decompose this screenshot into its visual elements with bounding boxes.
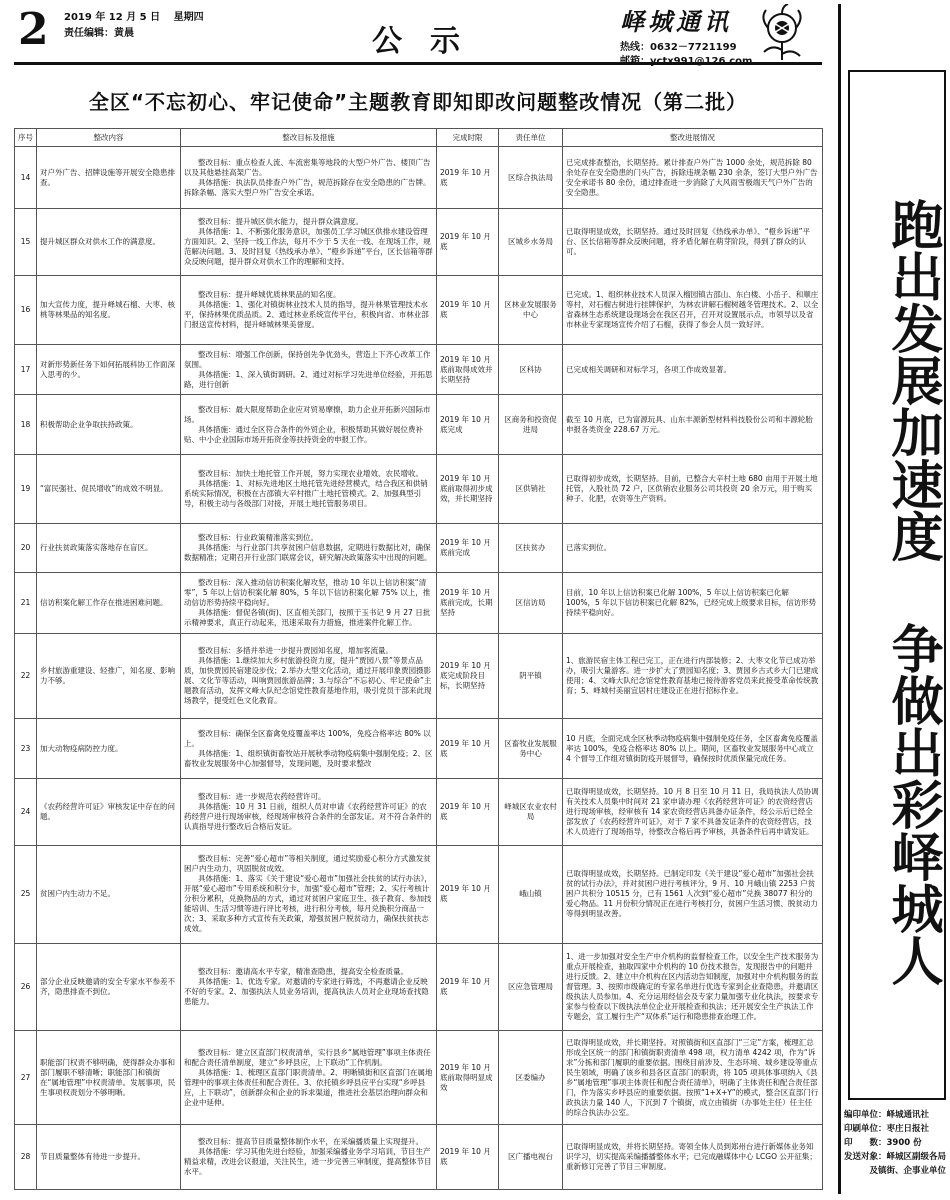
table-row [15,209,823,276]
rectification-measures [181,1125,437,1190]
col-header-progress: 整改进展情况 [563,129,823,147]
rectification-measures [181,395,437,455]
completion-deadline: 2019 年 10 月底 [437,276,499,345]
progress-status: 已完成。1、组织林业技术人员深入榴园镇古邵山、东白楼、小岳子、和顺庄等村，对石榴古树进行挂牌保护，为林农讲解石榴树越冬管理技术。2、以全省森林生态系统建设现场会在我区召开，召开对设置展示点，市领导以及省市林业专家现场宣传介绍了石榴，获得了参会人员一致好评。 [563,276,823,345]
rectification-issue: 积极帮助企业争取扶持政策。 [37,395,181,455]
progress-status: 1、进一步加强对安全生产中介机构的监督检查工作，以安全生产技术服务为重点开展检查，抽取四家中介机构的 10 份技术报告，发现报告中的问题并进行反馈。2、建立中介机构在区内活动告知制度，加强对中介机构服务的监督管理。3、按照市级确定的专家名单进行优选专家到企业查隐患，并邀请区级执法人员参加。4、充分运用经信会及专家力量加强专业化执法，按要求专家参与检查以下级执法单位企业开展检查和执法；还开展安全生产执法工作专题会，宣工履行生产“双体系”运行和隐患排查治理工作。 [563,943,823,1030]
rectification-measures [181,573,437,634]
slogan: 跑出发展加速度 争做出彩峄城人 [882,198,942,986]
row-number: 16 [15,276,37,345]
row-number: 28 [15,1125,37,1190]
row-number: 25 [15,845,37,943]
paper-name: 峄城通讯 [620,7,732,36]
section-title: 公示 [372,24,488,59]
colophon-line: 发送对象：峄城区副级各局 [844,1152,947,1162]
responsible-unit: 区综合执法局 [499,147,563,209]
measure-line: 整改目标：邀请高水平专家，精准查隐患，提高安全检查质量。 [198,966,408,976]
table-row [15,345,823,395]
completion-deadline: 2019 年 10 月底 [437,209,499,276]
row-number: 18 [15,395,37,455]
completion-deadline: 2019 年 10 月底完成 [437,395,499,455]
completion-deadline: 2019 年 10 月底 [437,147,499,209]
table-body [15,147,823,1190]
responsible-unit: 区林业发展服务中心 [499,276,563,345]
measure-line: 具体措施：1、对标先进地区土地托管先进经营模式，结合我区和供销系统实际情况，积极在古邵镇大辛村推广土地托管模式。2、加强典型引导，积极主动与各级部门对接，开展土地托管服务项目。 [184,479,428,509]
progress-status: 1、旅游民宿主体工程已完工，正在进行内部装修；2、大枣文化节已成功举办，吸引大量游客。进一步扩大了贾园知名度；3、贾园乡古式乡大门已建成使用；4、文峰大队纪念馆党性教育基地已接待游客党员来此接受革命传统教育；5、峄城村美丽宜居村庄建设正在进行招标作业。 [563,634,823,719]
row-number: 20 [15,524,37,573]
measure-line: 整改目标：重点检查人流、车流密集等地段的大型户外广告、楼顶广告以及其他悬挂高架广告。 [184,157,431,177]
colophon-line: 印 数：3900 份 [844,1138,922,1148]
progress-status: 已取得明显成效，并长期坚持。对照镇街和区直部门“三定”方案，梳理汇总形成全区统一的部门和镇街职责清单 498 项，权力清单 4242 项，作为“诉求”分拣和部门履职的重要依据。围绕目前涉及、生态环境、城乡建设等重点民生领域，明确了该乡和县各区直部门的职责，将 105 项具体事项纳入《县乡“属地管理”事项主体责任和配合责任清单》，明确了主体责任和配合责任部门，作为落实乡呼县应的重要依据。按照“1+X+Y”的模式，整合区直部门行政执法力量 140 人，下沉到 7 个镇街，成立由镇街（办事处主任）任主任的综合执法办公室。 [563,1030,823,1125]
rectification-issue: 提升城区群众对供水工作的满意度。 [37,209,181,276]
page-number: 2 [18,4,49,55]
measure-line: 整改目标：深入推动信访积案化解攻坚，推动 10 年以上信访积案“清零”，5 年以上信访积案化解 80%，5 年以下信访积案化解 75% 以上，推动信访形势持续平稳向好。 [184,578,431,608]
completion-deadline: 2019 年 10 月底完成阶段目标，长期坚持 [437,634,499,719]
measure-line: 具体措施：与行业部门共享贫困户信息数据，定期进行数据比对，确保数据精准；定期召开行业部门联席会议，研究解决政策落实中出现的问题。 [184,543,432,563]
measure-line: 整改目标：建立区直部门权责清单，实行县乡“属地管理”事项主体责任和配合责任清单制度，建立“乡呼县应，上下联动”工作机制。 [184,1047,431,1067]
colophon-line: 编印单位：峄城通讯社 [844,1110,930,1120]
rectification-measures [181,345,437,395]
measure-line: 具体措施：1、强化对镇街林业技术人员的指导，提升林果管理技术水平，保持林果优质品质。2、通过林业系统宣传平台，积极向省、市林业部门报送宣传材料，提升峄城林果美誉度。 [184,300,429,330]
rectification-measures [181,524,437,573]
rectification-measures [181,943,437,1030]
col-header-unit: 责任单位 [499,129,563,147]
row-number: 17 [15,345,37,395]
table-row [15,943,823,1030]
rectification-issue: 职能部门权责不够明确，使得群众办事和部门履职不够清晰；职能部门和镇街在“属地管理”中权责清单。发展事项，民生事项权责划分不够明晰。 [37,1030,181,1125]
table-row [15,524,823,573]
responsible-unit: 区城乡水务局 [499,209,563,276]
completion-deadline: 2019 年 10 月底前取得成效并长期坚持 [437,345,499,395]
table-row [15,1125,823,1190]
measure-line: 整改目标：提升城区供水能力，提升群众满意度。 [198,217,363,227]
rectification-measures [181,209,437,276]
measure-line: 具体措施：1、深入镇街调研。2、通过对标学习先进单位经验，开拓思路，进行创新 [184,369,433,389]
measure-line: 具体措施：1、梳理区直部门职责清单。2、明晰镇街和区直部门在属地管理中的事项主体责任和配合责任。3、依托镇乡呼县应平台实现“乡呼县应，上下联动”，创新群众和企业的诉求渠道，推进社会基层治理向群众和企业中延伸。 [184,1067,433,1107]
table-row [15,719,823,779]
rectification-issue: 贫困户内生动力不足。 [37,845,181,943]
progress-status: 已落实到位。 [563,524,823,573]
progress-status: 截至 10 月底，已为富源玩具、山东丰源新型材料科技股份公司和丰源轮胎申报各类资金 228.67 万元。 [563,395,823,455]
row-number: 23 [15,719,37,779]
measure-line: 整改目标：确保全区畜禽免疫覆盖率达 100%，免疫合格率达 80% 以上。 [184,728,431,748]
table-row [15,276,823,345]
table-header-row [15,129,823,147]
colophon-line: 印刷单位：枣庄日报社 [844,1124,930,1134]
progress-status: 已取得明显成效，并将长期坚持。寄领全体人员到郑州台进行新媒体业务知识学习，切实提高采编播播整体水平；已完成融媒体中心 LCGO 公开征集；重新修订完善了节目三审制度。 [563,1125,823,1190]
responsible-unit: 区广播电视台 [499,1125,563,1190]
pomegranate-flower-icon [752,4,812,62]
progress-status: 已取得明显成效，长期坚持。已制定印发《关于建设“爱心超市”加强社会扶贫的试行办法》，并对贫困户进行考核评分，9 月、10 月峨山镇 2253 户贫困户共积分 10515 分，已有 1561 人次到“爱心超市”兑换 38077 积分的爱心物品。11 月份积分情况正在进行考核打分，贫困户生活习惯、脱贫动力等得到明显改善。 [563,845,823,943]
completion-deadline: 2019 年 10 月底前完成 [437,524,499,573]
col-header-deadline: 完成时限 [437,129,499,147]
measure-line: 具体措施：1、落实《关于建设“爱心超市”加强社会扶贫的试行办法》，开展“爱心超市”专用系统和积分卡，加强“爱心超市”管理；2、实行考核计分积分累积，兑换物品的方式，通过对贫困户家庭卫生、孩子教育、参加技能培训、生活习惯等进行评比考核，进行积分考核，每月兑换积分商品一次；3、采取多种方式宣传有关政策，增强贫困户脱贫动力，确保扶贫扶志成效。 [184,874,432,934]
col-header-issue: 整改内容 [37,129,181,147]
completion-deadline: 2019 年 10 月底前完成，长期坚持 [437,573,499,634]
colophon [844,1108,950,1178]
progress-status: 已完成排查整治，长期坚持。累计排查户外广告 1000 余处，规范拆除 80 余处存在安全隐患的门头广告，拆除违规条幅 230 余条，签订大型户外广告安全承诺书 80 余份，通过排查进一步消除了大风雨雪极端天气户外广告的安全隐患。 [563,147,823,209]
rectification-issue: “富民强社、促民增收”的成效不明显。 [37,455,181,524]
completion-deadline: 2019 年 10 月底 [437,719,499,779]
measure-line: 整改目标：加快土地托管工作开展，努力实现农业增效、农民增收。 [198,469,423,479]
table-row [15,845,823,943]
table-row [15,147,823,209]
measure-line: 具体措施：1、组织镇街畜牧站开展秋季动物疫病集中强制免疫；2、区畜牧业发展服务中心加强督导，发现问题，及时要求整改 [184,748,433,768]
rectification-measures [181,634,437,719]
slogan-box [848,70,946,1100]
hotline: 热线：0632－7721199 [620,42,737,53]
measure-line: 具体措施：1、不断强化服务意识，加强员工学习城区供排水建设管理方面知识。2、坚持一线工作法，每月不少于 5 天在一线、在现场工作，规范解决问题。3、及时回复《热线承办单》、“橙乡诉递”平台，区长信箱等群众反映问题，提升群众对供水工作的理解和支持。 [184,227,433,267]
masthead-rule [14,62,822,65]
responsible-unit: 区信访局 [499,573,563,634]
rectification-measures [181,276,437,345]
colophon-line: 及镇街、企事业单位 [844,1166,947,1176]
sidebar-rule [838,4,841,1194]
responsible-editor: 责任编辑：黄晨 [64,28,134,39]
measure-line: 整改目标：进一步规范农药经营许可。 [198,792,326,802]
responsible-unit: 区扶贫办 [499,524,563,573]
measure-line: 整改目标：行业政策精准落实到位。 [198,533,318,543]
measure-line: 具体措施：10 月 31 日前，组织人员对申请《农药经营许可证》的农药经营户进行现场审核，经现场审核符合条件的全部发证。对不符合条件的认真指导进行整改后合格后发证。 [184,802,432,832]
responsible-unit: 区商务和投资促进局 [499,395,563,455]
col-header-no: 序号 [15,129,37,147]
rectification-table [14,128,823,1190]
row-number: 15 [15,209,37,276]
masthead [0,0,950,66]
row-number: 14 [15,147,37,209]
measure-line: 具体措施：督促各镇(街)、区直相关部门，按照于玉书记 9 月 27 日批示精神要求，真正行动起来，迅速采取有力措施，推进案件化解工作。 [184,608,431,628]
rectification-issue: 信访积案化解工作存在推进困难问题。 [37,573,181,634]
responsible-unit: 阴平镇 [499,634,563,719]
responsible-unit: 峄城区农业农村局 [499,779,563,846]
measure-line: 整改目标：提高节目质量整体制作水平，在采编播质量上实现提升。 [198,1137,423,1147]
responsible-unit: 区畜牧业发展服务中心 [499,719,563,779]
row-number: 21 [15,573,37,634]
responsible-unit: 区委编办 [499,1030,563,1125]
table-row [15,573,823,634]
rectification-measures [181,147,437,209]
rectification-issue: 对户外广告、招牌设施等开展安全隐患排查。 [37,147,181,209]
rectification-issue: 加大宣传力度，提升峄城石榴、大枣、核桃等林果品的知名度。 [37,276,181,345]
rectification-measures [181,845,437,943]
rectification-issue: 《农药经营许可证》审核发证中存在的问题。 [37,779,181,846]
rectification-issue: 部分企业反映邀请的安全专家水平参差不齐，隐患排查不到位。 [37,943,181,1030]
table-row [15,455,823,524]
completion-deadline: 2019 年 10 月底前取得明显成效 [437,1030,499,1125]
date-line [64,8,214,23]
row-number: 19 [15,455,37,524]
row-number: 24 [15,779,37,846]
row-number: 26 [15,943,37,1030]
responsible-unit: 区科协 [499,345,563,395]
measure-line: 整改目标：完善“爱心超市”等相关制度，通过奖励爱心积分方式激发贫困户内生动力，巩固脱贫成效。 [184,854,431,874]
table-row [15,395,823,455]
measure-line: 具体措施：学习其他先进台经验，加强采编播业务学习培训，节目生产精益求精，改进会议报道，关注民生，进一步完善三审制度，提高整体节目水平。 [184,1147,432,1177]
headline: 全区“不忘初心、牢记使命”主题教育即知即改问题整改情况（第二批） [88,90,748,114]
measure-line: 具体措施：通过全区符合条件的外贸企业，积极帮助其做好展位费补贴、中小企业国际市场开拓资金等扶持资金的申报工作。 [184,424,423,444]
rectification-issue: 节目质量整体有待进一步提升。 [37,1125,181,1190]
completion-deadline: 2019 年 10 月底 [437,779,499,846]
table-row [15,1030,823,1125]
measure-line: 整改目标：提升峄城优质林果品的知名度。 [198,290,341,300]
completion-deadline: 2019 年 10 月底 [437,943,499,1030]
rectification-measures [181,1030,437,1125]
measure-line: 具体措施：1.继续加大乡村旅游投资力度，提升“贾园八景”等景点品质，加快贾园民宿建设步伐；2.举办大型文化活动，通过开展印象贾园摄影展、文化节等活动，叫响贾园旅游品牌；3.与综合“不忘初心、牢记使命”主题教育活动，发挥文峰大队纪念馆党性教育基地作用，吸引党员干部来此现场教学，提受红色文化教育。 [184,656,432,706]
responsible-unit: 区应急管理局 [499,943,563,1030]
progress-status: 已取得初步成效，长期坚持。目前，已整合大辛村土地 680 亩用于开展土地托管，入股社员 72 户，区供销农业服务公司共投资 20 余万元，用于购买种子、化肥，农资等生产资料。 [563,455,823,524]
table-row [15,779,823,846]
row-number: 27 [15,1030,37,1125]
rectification-issue: 行业扶贫政策落实落地存在盲区。 [37,524,181,573]
responsible-unit: 峨山镇 [499,845,563,943]
completion-deadline: 2019 年 10 月底前取得初步成效，并长期坚持 [437,455,499,524]
rectification-measures [181,719,437,779]
measure-line: 整改目标：多措并举进一步提升贾园知名度，增加客流量。 [198,646,393,656]
issue-weekday: 星期四 [173,12,204,23]
progress-status: 已取得明显成效，长期坚持。通过及时回复《热线承办单》、“橙乡诉递”平台、区长信箱等群众反映问题，将矛盾化解在萌芽阶段，得到了群众的认可。 [563,209,823,276]
measure-line: 具体措施：1、优选专家。对邀请的专家进行筛选，不再邀请企业反映不好的专家。2、加强执法人员业务培训，提高执法人员对企业现场查找隐患能力。 [184,976,429,1006]
sidebar [832,0,950,1200]
row-number: 22 [15,634,37,719]
rectification-issue: 加大动物疫病防控力度。 [37,719,181,779]
rectification-issue: 对新形势新任务下如何拓展科协工作面深入思考的少。 [37,345,181,395]
progress-status: 已取得明显成效，长期坚持。10 月 8 日至 10 月 11 日，我局执法人员协调有关技术人员集中时间对 21 家申请办理《农药经营许可证》的农资经营店进行现场审核，经审核有 14 家农资经营店具备办证条件，经公示后已经全部发放了《农药经营许可证》，对于 7 家不具备发证条件的农资经营店，技术人员进行了现场指导，待整改合格后再予审核，具备条件后再申请发证。 [563,779,823,846]
table-row [15,634,823,719]
issue-date: 2019 年 12 月 5 日 [64,12,161,23]
progress-status: 已完成相关调研和对标学习，各项工作成效显著。 [563,345,823,395]
responsible-unit: 区供销社 [499,455,563,524]
measure-line: 整改目标：最大限度帮助企业应对贸易摩擦，助力企业开拓新兴国际市场。 [184,404,431,424]
completion-deadline: 2019 年 10 月底 [437,1125,499,1190]
progress-status: 10 月底，全面完成全区秋季动物疫病集中强制免疫任务，全区畜禽免疫覆盖率达 100%，免疫合格率达 80% 以上。期间，区畜牧业发展服务中心成立 4 个督导工作组对镇街防疫开展督导，确保按时优质保量完成任务。 [563,719,823,779]
measure-line: 整改目标：增强工作创新，保持创先争优劲头，营造上下齐心改革工作氛围。 [184,349,431,369]
measure-line: 具体措施：执法队员排查户外广告，规范拆除存在安全隐患的广告牌。拆除条幅、落实大型户外广告安全承诺。 [184,177,431,197]
completion-deadline: 2019 年 10 月底 [437,845,499,943]
progress-status: 目前，10 年以上信访积案已化解 100%，5 年以上信访积案已化解 100%，5 年以下信访积案已化解 82%，已经完成上级要求目标，信访形势持续平稳向好。 [563,573,823,634]
rectification-issue: 乡村旅游重建设、轻推广，知名度、影响力不够。 [37,634,181,719]
rectification-measures [181,455,437,524]
col-header-measures: 整改目标及措施 [181,129,437,147]
rectification-measures [181,779,437,846]
